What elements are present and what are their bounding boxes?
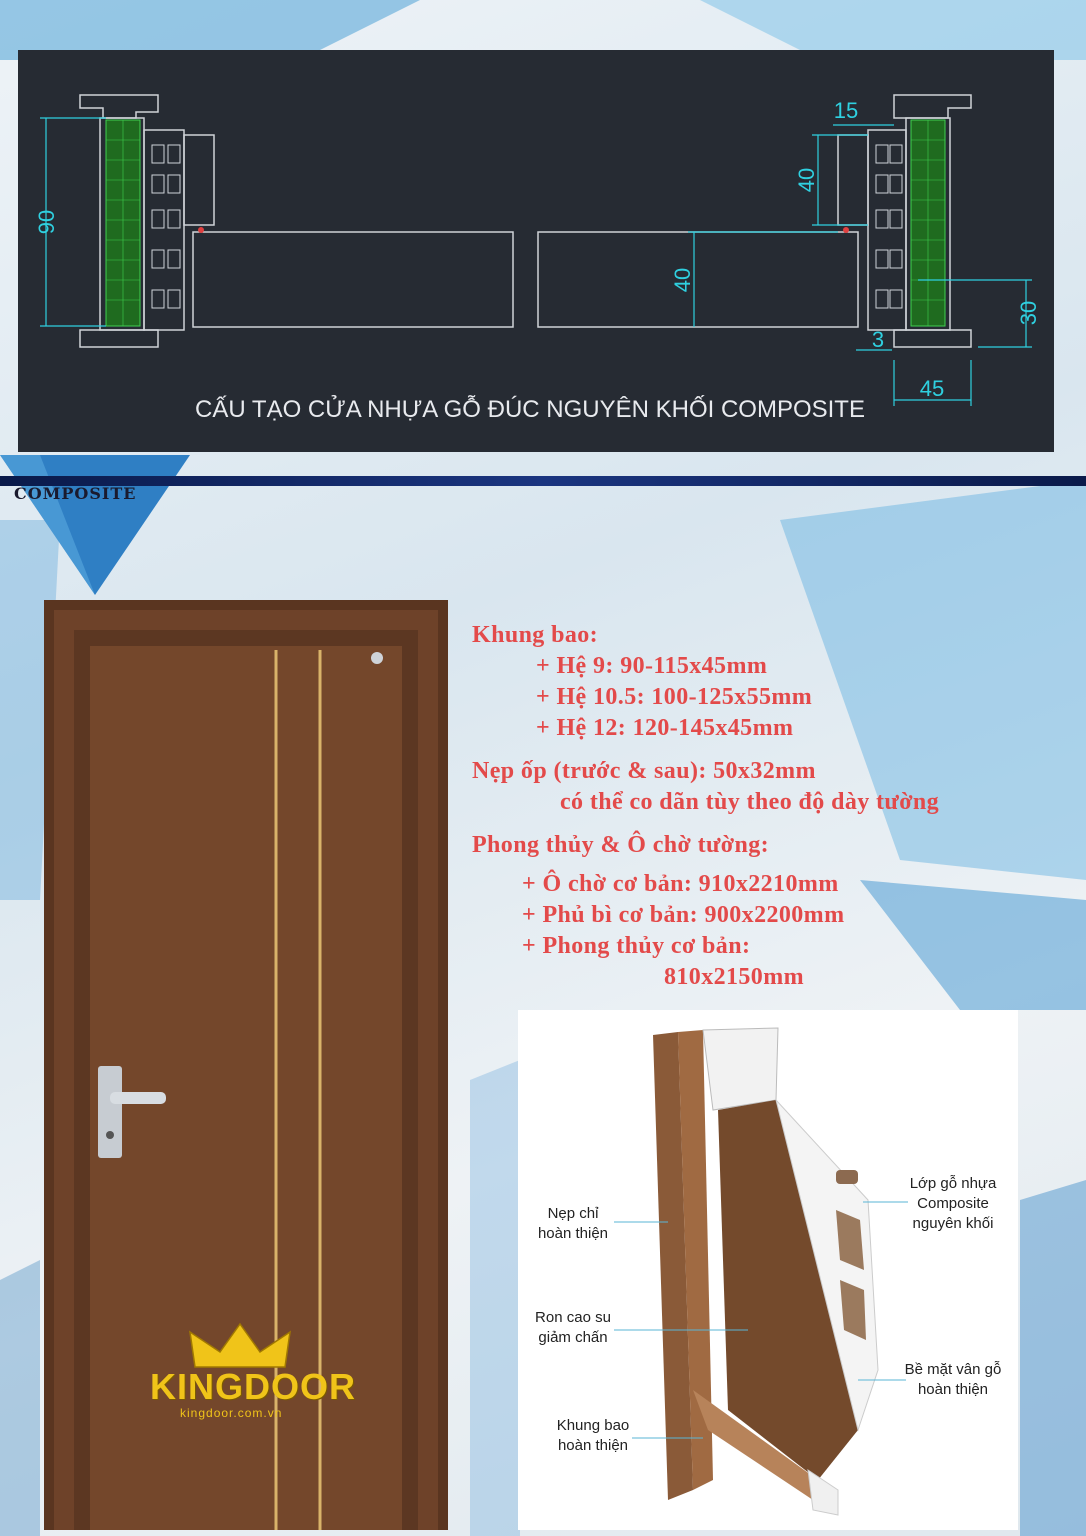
dim-45: 45 xyxy=(919,376,945,401)
logo-name: KINGDOOR xyxy=(150,1366,356,1407)
dim-30: 30 xyxy=(1016,300,1041,326)
cad-cross-section-panel xyxy=(18,50,1054,452)
logo-url: kingdoor.com.vn xyxy=(180,1406,283,1420)
kingdoor-logo xyxy=(150,1322,380,1432)
trim-line-2: có thể co dãn tùy theo độ dày tường xyxy=(560,789,940,815)
dim-40-leaf: 40 xyxy=(670,267,695,293)
fengshui-item: + Ô chờ cơ bản: 910x2210mm xyxy=(522,871,839,897)
dim-40-frame: 40 xyxy=(794,167,819,193)
fengshui-title: Phong thủy & Ô chờ tường: xyxy=(472,832,770,858)
dim-90: 90 xyxy=(34,209,59,235)
label-surface: Bề mặt vân gỗ hoàn thiện xyxy=(904,1361,1002,1398)
frame-item: + Hệ 9: 90-115x45mm xyxy=(536,653,768,679)
specifications xyxy=(472,620,1072,993)
fengshui-item: + Phủ bì cơ bản: 900x2200mm xyxy=(522,902,845,928)
divider-band xyxy=(0,476,1086,486)
fengshui-value: 810x2150mm xyxy=(664,964,804,990)
trim-line-1: Nẹp ốp (trước & sau): 50x32mm xyxy=(472,758,816,784)
label-gasket: Ron cao su giảm chấn xyxy=(535,1309,611,1346)
label-frame: Khung bao hoàn thiện xyxy=(556,1417,630,1454)
crown-icon xyxy=(150,1322,380,1372)
composite-label: COMPOSITE xyxy=(14,484,137,503)
frame-cutaway-diagram xyxy=(518,1010,1018,1530)
cad-title: CẤU TẠO CỬA NHỰA GỖ ĐÚC NGUYÊN KHỐI COMPOSITE xyxy=(195,396,865,423)
dim-15: 15 xyxy=(833,98,859,123)
fengshui-item: + Phong thủy cơ bản: xyxy=(522,933,751,959)
cad-drawing xyxy=(18,50,1054,452)
frame-title: Khung bao: xyxy=(472,622,599,648)
label-trim: Nẹp chỉ hoàn thiện xyxy=(537,1205,609,1242)
label-composite-layer: Lớp gỗ nhựa Composite nguyên khối xyxy=(909,1175,997,1232)
frame-item: + Hệ 10.5: 100-125x55mm xyxy=(536,684,813,710)
dim-3: 3 xyxy=(871,327,885,352)
frame-item: + Hệ 12: 120-145x45mm xyxy=(536,715,794,741)
